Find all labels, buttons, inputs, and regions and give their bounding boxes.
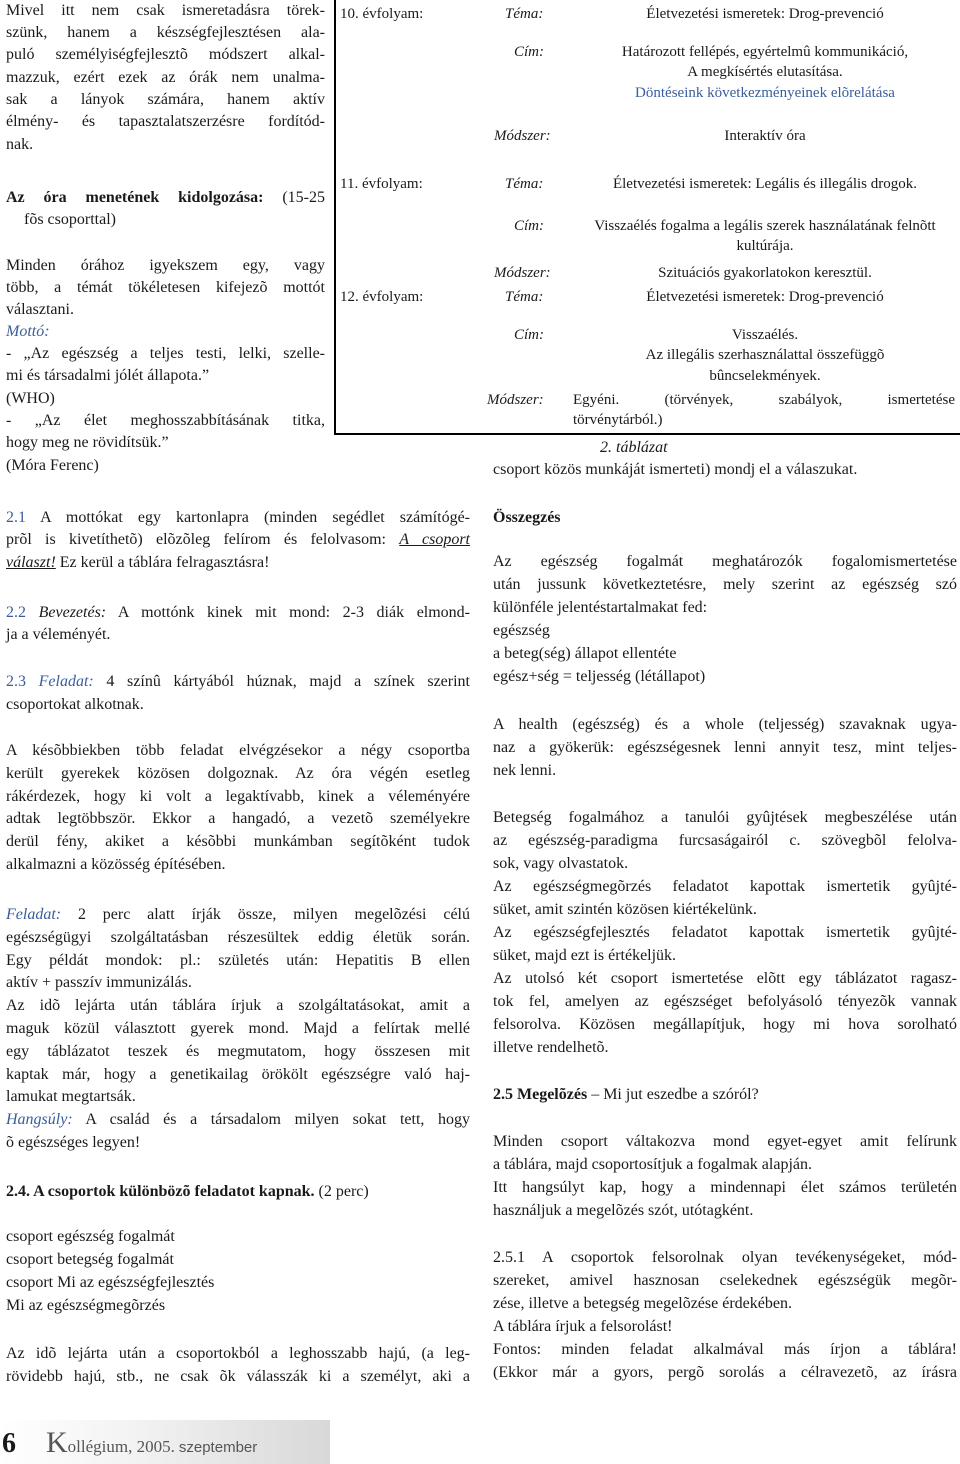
- right-p3-line: sok, vagy olvastatok.: [493, 855, 629, 872]
- p21-line: [6, 552, 269, 574]
- row-value: A megkísértés elutasítása.: [687, 64, 843, 80]
- end-line: rövidebb hajú, stb., ne csak õk válasszák ki a személyt, aki a: [6, 1368, 470, 1385]
- row-label: Téma:: [505, 289, 544, 305]
- right-p3-line: Az egészségfejlesztés feladatot kapottak ismertetik gyûjté-: [493, 924, 957, 941]
- hangsuly-line: [6, 1109, 470, 1131]
- p24-line: rákérdezek, hogy ki volt a legaktívabb, kinek a véleményére: [6, 788, 470, 805]
- p21-num: 2.1: [6, 509, 26, 526]
- h25-heading: [493, 1084, 759, 1106]
- h24-rest: (2 perc): [314, 1183, 369, 1200]
- h25-bold: 2.5 Megelõzés: [493, 1086, 588, 1103]
- right-p3-line: süket, majd ezt is értékeljük.: [493, 947, 677, 964]
- evf-label: 12. évfolyam:: [340, 289, 424, 305]
- table-after-caption: csoport közös munkáját ismerteti) mondj el a válaszukat.: [493, 461, 858, 478]
- p23-line: [6, 671, 470, 693]
- row-value: Életvezetési ismeretek: Drog-prevenció: [646, 6, 884, 22]
- right-p5-line: (Ekkor már a gyors, pergõ sorolás a célravezetõ, az írásra: [493, 1364, 957, 1381]
- row-label: Módszer:: [487, 392, 544, 408]
- row-label: Cím:: [514, 218, 544, 234]
- p21-text: A mottókat egy kartonlapra (minden segédlet számítógé-: [26, 509, 470, 526]
- intro-line: szünk, hanem a készségfejlesztésen ala-: [6, 24, 325, 41]
- motto-line: mi és társadalmi jólét állapota.”: [6, 367, 210, 384]
- row-label: Téma:: [505, 176, 544, 192]
- row-value: Interaktív óra: [724, 128, 806, 144]
- intro-line: sak a lányok számára, hanem aktív: [6, 91, 325, 108]
- motto-line: (WHO): [6, 390, 55, 407]
- h24-heading: [6, 1181, 369, 1203]
- p21-text: prõl is kivetíthetõ) elõzõleg felírom és felolvasom:: [6, 531, 400, 548]
- group-item: Mi az egészségmegõrzés: [6, 1297, 166, 1314]
- feladat-line: egészségügyi szolgáltatásban részesültek eddig életük során.: [6, 929, 470, 946]
- right-p4-line: Itt hangsúlyt kap, hogy a mindennapi élet számos területén: [493, 1179, 957, 1196]
- p22-line2: ja a véleményét.: [6, 626, 111, 643]
- right-p1-line: után jussunk következtetésre, mely szerint az egészség szó: [493, 576, 957, 593]
- ora-heading-line2: fõs csoporttal): [24, 211, 116, 228]
- evf-label: 10. évfolyam:: [340, 6, 424, 22]
- right-p5-line: A táblára írjuk a felsorolást!: [493, 1318, 673, 1335]
- p22-label: Bevezetés:: [38, 604, 107, 621]
- feladat-label: Feladat:: [6, 906, 62, 923]
- feladat-line: Az idõ lejárta után táblára írjuk a szolgáltatásokat, amit a: [6, 997, 470, 1014]
- osszegzes-heading: Összegzés: [493, 509, 561, 526]
- row-value: Életvezetési ismeretek: Legális és illegális drogok.: [612, 176, 918, 192]
- right-p4-line: használjuk a megelõzés szót, utótagként.: [493, 1202, 754, 1219]
- right-p5-line: szereket, amivel hasznosan cselekednek egészségük megõr-: [493, 1272, 957, 1289]
- p21-line: [6, 529, 470, 551]
- p21-line: [6, 507, 470, 529]
- right-p2-line: A health (egészség) és a whole (teljesség) szavaknak ugya-: [493, 716, 957, 733]
- intro-line: nak.: [6, 136, 34, 153]
- feladat-line: kaptak már, hogy a genetikailag örökölt egészségre való haj-: [6, 1066, 470, 1083]
- p21-link: A csoport: [399, 531, 471, 548]
- right-p1-line: egészség: [493, 622, 550, 639]
- right-p3-line: Az utolsó két csoport ismertetése elõtt egy táblázatot ragasz-: [493, 970, 957, 987]
- hangsuly-line2: õ egészséges legyen!: [6, 1134, 141, 1151]
- p21-link-cont: választ!: [6, 554, 56, 571]
- p23-num: 2.3: [6, 673, 26, 690]
- motto-intro-line: több, a témát tökéletesen kifejezõ mottót: [6, 279, 325, 296]
- p23-line2: csoportokat alkotnak.: [6, 696, 144, 713]
- row-value: Határozott fellépés, egyértelmû kommunikáció,: [621, 44, 909, 60]
- intro-line: puló személyiségfejlesztõ módszert alkal-: [6, 46, 325, 63]
- right-p1-line: Az egészség fogalmát meghatározók fogalomismertetése: [493, 553, 957, 570]
- row-value: Visszaélés fogalma a legális szerek használatának felnõtt: [594, 218, 936, 234]
- right-p3-line: tok fel, amelyen az egészséget befolyásoló tényezõk vannak: [493, 993, 957, 1010]
- p24-line: alkalmazni a közösség építésében.: [6, 856, 226, 873]
- right-p3-line: Az egészségmegõrzés feladatot kapottak ismertetik gyûjté-: [493, 878, 957, 895]
- row-value: bûncselekmények.: [709, 368, 821, 384]
- right-p5-line: Fontos: minden feladat alkalmával más írjon a táblára!: [493, 1341, 957, 1358]
- p23-text: 4 színû kártyából húznak, majd a színek szerint: [93, 673, 471, 690]
- row-label: Téma:: [505, 6, 544, 22]
- magazine-title: [46, 1426, 257, 1460]
- p24-line: A késõbbiekben több feladat elvégzésekor a négy csoportba: [6, 742, 470, 759]
- right-p2-line: naz a gyökerük: egészségesnek lenni annyit tesz, mint teljes-: [493, 739, 957, 756]
- row-value: Életvezetési ismeretek: Drog-prevenció: [646, 289, 884, 305]
- motto-line: - „Az egészség a teljes testi, lelki, szelle-: [6, 345, 325, 362]
- intro-line: élmény- és tapasztalatszerzésre fordítód-: [6, 113, 325, 130]
- right-p5-line: 2.5.1 A csoportok felsorolnak olyan tevékenységeket, mód-: [493, 1249, 957, 1266]
- right-p4-line: Minden csoport váltakozva mond egyet-egyet amit felírunk: [493, 1133, 957, 1150]
- p24-line: derül fény, akiket a késõbbi munkámban segítõként tudok: [6, 833, 470, 850]
- row-label: Módszer:: [494, 128, 551, 144]
- magazine-name: ollégium, 2005.: [67, 1437, 175, 1456]
- right-p2-line: nek lenni.: [493, 762, 557, 779]
- ora-heading-bold: Az óra menetének kidolgozása:: [6, 189, 264, 206]
- right-p3-line: felsorolva. Közösen megállapítjuk, hogy mi hova sorolható: [493, 1016, 957, 1033]
- right-p1-line: a beteg(ség) állapot ellentéte: [493, 645, 677, 662]
- hangsuly-text: A család és a társadalom milyen sokat tett, hogy: [72, 1111, 470, 1128]
- p23-label: Feladat:: [38, 673, 94, 690]
- ora-heading-rest: (15-25: [263, 189, 326, 206]
- group-item: csoport egészség fogalmát: [6, 1228, 175, 1245]
- end-line: Az idõ lejárta után a csoportokból a leghosszabb hajú, (a leg-: [6, 1345, 470, 1362]
- right-p3-line: süket, amit szintén közösen kiértékelünk.: [493, 901, 757, 918]
- right-p3-line: az egészség-paradigma furcsaságairól c. szövegbõl felolva-: [493, 832, 957, 849]
- row-value: törvénytárból.): [573, 412, 663, 428]
- motto-intro-line: Minden órához igyekszem egy, vagy: [6, 257, 325, 274]
- row-label: Cím:: [514, 327, 544, 343]
- motto-intro-line: választani.: [6, 301, 74, 318]
- right-p1-line: egész+ség = teljesség (létállapot): [493, 668, 706, 685]
- feladat-text: 2 perc alatt írják össze, milyen megelõzési célú: [61, 906, 470, 923]
- p22-line: [6, 602, 470, 624]
- h24-bold: 2.4. A csoportok különbözõ feladatot kapnak.: [6, 1183, 315, 1200]
- row-value: Szituációs gyakorlatokon keresztül.: [658, 265, 872, 281]
- feladat-line: aktív + passzív immunizálás.: [6, 974, 192, 991]
- row-value: Visszaélés.: [731, 327, 799, 343]
- p24-line: adtak legtöbbször. Ekkor a hangadó, a vezetõ személyekre: [6, 810, 470, 827]
- p24-line: került gyerekek közösen dolgoznak. Az óra végén esetleg: [6, 765, 470, 782]
- table-caption: 2. táblázat: [600, 439, 668, 456]
- group-item: csoport Mi az egészségfejlesztés: [6, 1274, 215, 1291]
- row-value: Egyéni. (törvények, szabályok, ismertetése: [573, 392, 955, 408]
- row-value: Döntéseink következményeinek elõrelátása: [635, 85, 895, 101]
- page-number: 6: [2, 1428, 16, 1459]
- magazine-month: szeptember: [178, 1439, 258, 1456]
- right-p4-line: a táblára, majd csoportosítjuk a fogalmak alapján.: [493, 1156, 812, 1173]
- right-p1-line: különféle jelentéstartalmakat fed:: [493, 599, 708, 616]
- motto-line: hogy meg ne rövidítsük.”: [6, 434, 169, 451]
- feladat-line: [6, 904, 470, 926]
- feladat-line: maguk közül választott gyerek mond. Majd a felírtak mellé: [6, 1020, 470, 1037]
- hangsuly-label: Hangsúly:: [6, 1111, 73, 1128]
- feladat-line: Egy példát mondok: pl.: születés után: Hepatitis B ellen: [6, 952, 470, 969]
- motto-line: (Móra Ferenc): [6, 457, 99, 474]
- p22-num: 2.2: [6, 604, 26, 621]
- row-label: Cím:: [514, 44, 544, 60]
- magazine-initial: K: [46, 1426, 68, 1459]
- feladat-line: lamukat megtartsák.: [6, 1088, 136, 1105]
- intro-line: Mivel itt nem csak ismeretadásra törek-: [6, 2, 325, 19]
- right-p5-line: zése, illetve a betegség megelõzése érdekében.: [493, 1295, 792, 1312]
- row-label: Módszer:: [494, 265, 551, 281]
- h25-rest: – Mi jut eszedbe a szóról?: [587, 1086, 759, 1103]
- p22-text: A mottónk kinek mit mond: 2-3 diák elmond-: [106, 604, 471, 621]
- motto-line: - „Az élet meghosszabbításának titka,: [6, 412, 325, 429]
- row-value: Az illegális szerhasználattal összefüggõ: [645, 347, 885, 363]
- group-item: csoport betegség fogalmát: [6, 1251, 174, 1268]
- feladat-line: egy táblázatot teszek és megmutatom, hogy összesen mit: [6, 1043, 470, 1060]
- p21-tail: Ez kerül a táblára felragasztásra!: [55, 554, 270, 571]
- evf-label: 11. évfolyam:: [340, 176, 423, 192]
- intro-line: mazzuk, ezért ezek az órák nem unalma-: [6, 69, 325, 86]
- ora-heading: [6, 187, 325, 209]
- right-p3-line: Betegség fogalmához a tanulói gyûjtések megbeszélése után: [493, 809, 957, 826]
- row-value: kultúrája.: [736, 238, 794, 254]
- motto-label: Mottó:: [6, 323, 50, 340]
- right-p3-line: illetve rendelhetõ.: [493, 1039, 609, 1056]
